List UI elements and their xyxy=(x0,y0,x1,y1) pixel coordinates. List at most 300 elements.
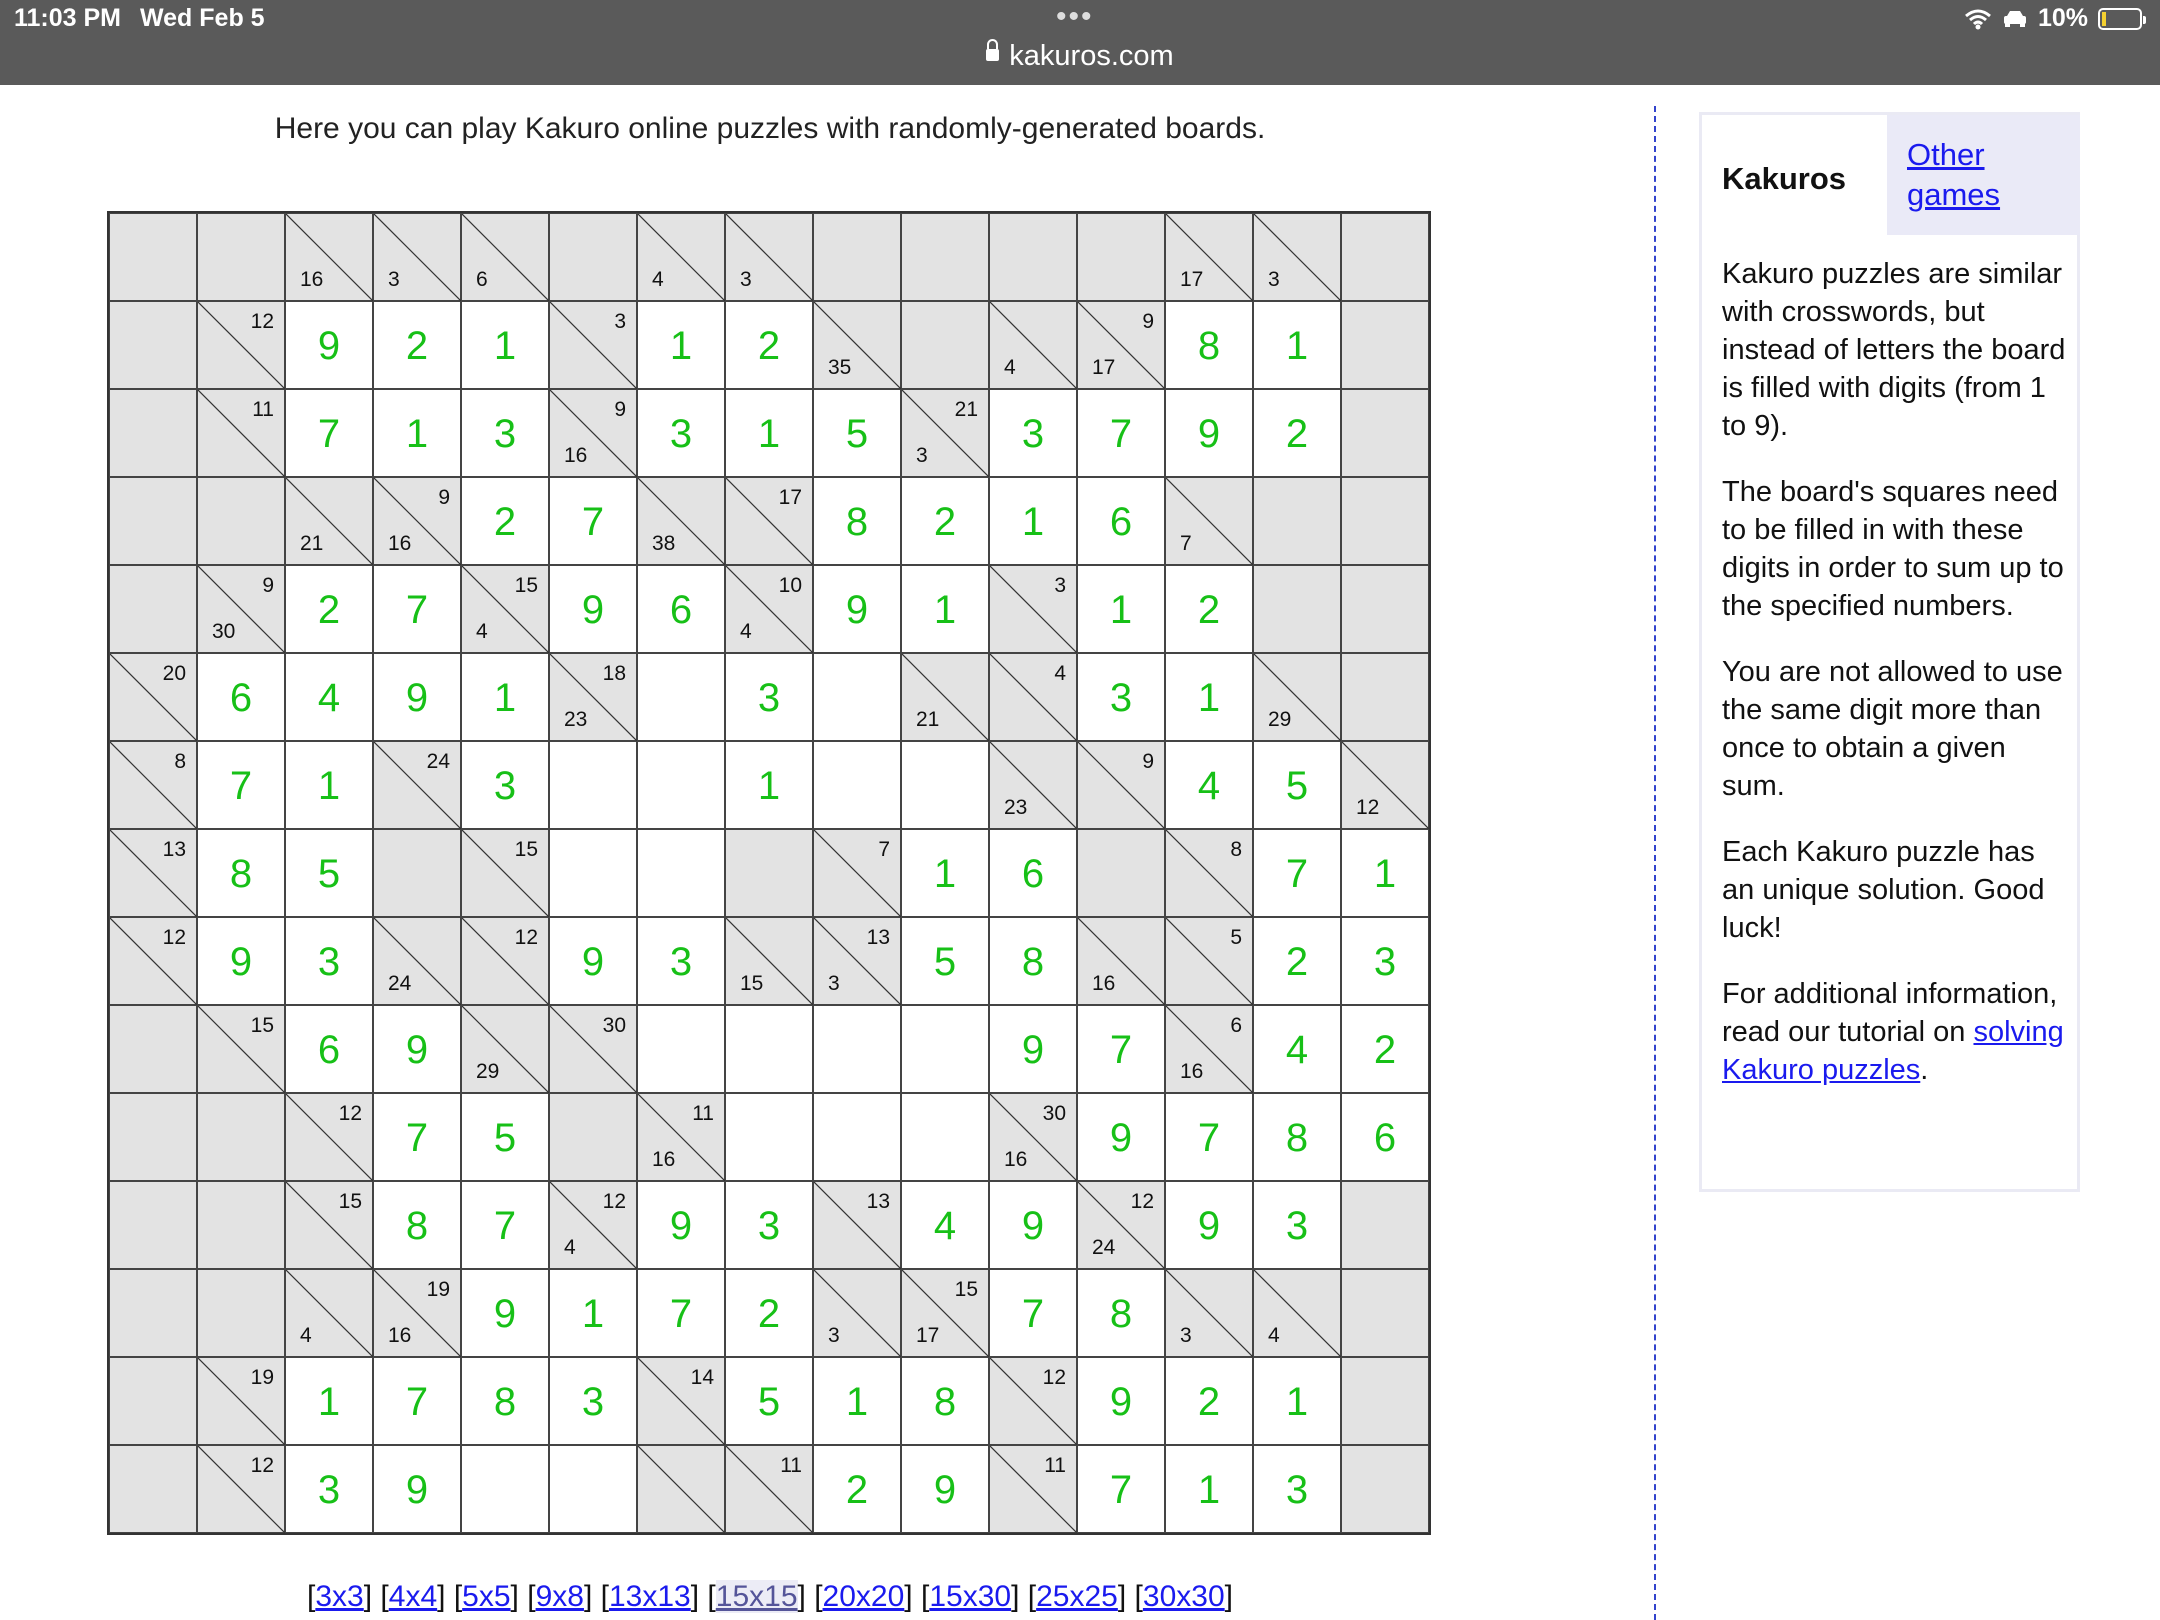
black-cell xyxy=(1341,565,1429,653)
black-cell xyxy=(1341,1181,1429,1269)
black-cell xyxy=(1341,213,1429,301)
cell-digit: 3 xyxy=(1285,1204,1309,1248)
entry-cell[interactable] xyxy=(197,741,285,829)
entry-cell[interactable] xyxy=(637,565,725,653)
entry-cell[interactable] xyxy=(285,565,373,653)
across-clue: 12 xyxy=(338,1102,362,1125)
entry-cell[interactable] xyxy=(637,917,725,1005)
entry-cell[interactable] xyxy=(1253,1357,1341,1445)
entry-cell[interactable] xyxy=(901,1093,989,1181)
cell-digit: 3 xyxy=(1373,940,1397,984)
entry-cell[interactable] xyxy=(1077,477,1165,565)
across-clue: 11 xyxy=(780,1454,802,1477)
entry-cell[interactable] xyxy=(813,1093,901,1181)
entry-cell[interactable] xyxy=(549,477,637,565)
entry-cell[interactable] xyxy=(989,389,1077,477)
entry-cell[interactable] xyxy=(373,653,461,741)
entry-cell[interactable] xyxy=(1165,1445,1253,1533)
black-cell xyxy=(1077,829,1165,917)
cell-digit: 9 xyxy=(493,1292,517,1336)
entry-cell[interactable] xyxy=(725,1269,813,1357)
entry-cell[interactable] xyxy=(285,389,373,477)
entry-cell[interactable] xyxy=(373,301,461,389)
cell-digit: 7 xyxy=(581,500,605,544)
cell-digit: 9 xyxy=(229,940,253,984)
entry-cell[interactable] xyxy=(1077,1269,1165,1357)
sidebar-panel xyxy=(1699,112,2080,1192)
clue-cell xyxy=(637,1357,725,1445)
entry-cell[interactable] xyxy=(1165,653,1253,741)
size-link-wrapper: [15x30] xyxy=(920,1580,1020,1613)
cell-digit: 2 xyxy=(1197,1380,1221,1424)
entry-cell[interactable] xyxy=(725,1181,813,1269)
entry-cell[interactable] xyxy=(549,1445,637,1533)
size-link-30x30[interactable]: 30x30 xyxy=(1142,1580,1225,1613)
down-clue: 21 xyxy=(300,532,324,555)
entry-cell[interactable] xyxy=(197,653,285,741)
cell-digit: 8 xyxy=(1109,1292,1133,1336)
size-link-15x15[interactable]: 15x15 xyxy=(715,1580,798,1613)
clue-cell xyxy=(285,477,373,565)
entry-cell[interactable] xyxy=(1165,1181,1253,1269)
down-clue: 17 xyxy=(1092,356,1116,379)
across-clue: 19 xyxy=(250,1366,274,1389)
entry-cell[interactable] xyxy=(725,1093,813,1181)
entry-cell[interactable] xyxy=(813,1357,901,1445)
black-cell xyxy=(813,213,901,301)
across-clue: 13 xyxy=(162,838,186,861)
black-cell xyxy=(109,301,197,389)
entry-cell[interactable] xyxy=(1165,1093,1253,1181)
across-clue: 9 xyxy=(1142,750,1154,773)
battery-icon xyxy=(2098,8,2142,30)
clue-cell xyxy=(373,213,461,301)
cell-digit: 1 xyxy=(405,412,429,456)
clue-cell xyxy=(1165,477,1253,565)
size-link-4x4[interactable]: 4x4 xyxy=(388,1580,438,1613)
clue-cell xyxy=(461,1005,549,1093)
clue-cell xyxy=(109,829,197,917)
entry-cell[interactable] xyxy=(461,653,549,741)
clue-cell xyxy=(197,301,285,389)
sidebar-description xyxy=(1722,255,2072,1117)
entry-cell[interactable] xyxy=(549,741,637,829)
tutorial-suffix: . xyxy=(1920,1054,1929,1086)
multitasking-dots-icon[interactable]: ••• xyxy=(1056,0,1094,33)
across-clue: 15 xyxy=(514,574,538,597)
cell-digit: 3 xyxy=(317,940,341,984)
entry-cell[interactable] xyxy=(725,1005,813,1093)
cell-digit: 3 xyxy=(757,1204,781,1248)
cell-digit: 4 xyxy=(1285,1028,1309,1072)
down-clue: 3 xyxy=(1268,268,1280,291)
entry-cell[interactable] xyxy=(901,741,989,829)
entry-cell[interactable] xyxy=(1165,741,1253,829)
across-clue: 12 xyxy=(250,310,274,333)
cell-digit: 3 xyxy=(1285,1468,1309,1512)
clue-cell xyxy=(989,1093,1077,1181)
across-clue: 30 xyxy=(602,1014,626,1037)
status-time: 11:03 PM xyxy=(14,4,122,32)
down-clue: 3 xyxy=(828,972,840,995)
entry-cell[interactable] xyxy=(461,1181,549,1269)
entry-cell[interactable] xyxy=(989,1005,1077,1093)
entry-cell[interactable] xyxy=(989,477,1077,565)
entry-cell[interactable] xyxy=(1253,1445,1341,1533)
down-clue: 16 xyxy=(300,268,324,291)
status-date: Wed Feb 5 xyxy=(140,4,265,32)
entry-cell[interactable] xyxy=(901,917,989,1005)
black-cell xyxy=(1253,477,1341,565)
entry-cell[interactable] xyxy=(901,1005,989,1093)
cell-digit: 7 xyxy=(405,1380,429,1424)
entry-cell[interactable] xyxy=(285,917,373,1005)
clue-cell xyxy=(549,653,637,741)
entry-cell[interactable] xyxy=(197,829,285,917)
clue-cell xyxy=(813,917,901,1005)
cell-digit: 6 xyxy=(669,588,693,632)
cell-digit: 9 xyxy=(317,324,341,368)
cell-digit: 1 xyxy=(1285,1380,1309,1424)
cell-digit: 9 xyxy=(581,940,605,984)
down-clue: 3 xyxy=(916,444,928,467)
down-clue: 16 xyxy=(1092,972,1116,995)
entry-cell[interactable] xyxy=(637,1181,725,1269)
entry-cell[interactable] xyxy=(1077,1093,1165,1181)
clue-cell xyxy=(813,1269,901,1357)
across-clue: 15 xyxy=(338,1190,362,1213)
entry-cell[interactable] xyxy=(461,1357,549,1445)
down-clue: 15 xyxy=(740,972,764,995)
down-clue: 16 xyxy=(652,1148,676,1171)
size-link-5x5[interactable]: 5x5 xyxy=(462,1580,511,1613)
cell-digit: 1 xyxy=(1197,1468,1221,1512)
entry-cell[interactable] xyxy=(1165,1357,1253,1445)
clue-cell xyxy=(989,741,1077,829)
entry-cell[interactable] xyxy=(637,741,725,829)
cell-digit: 5 xyxy=(493,1116,517,1160)
entry-cell[interactable] xyxy=(1253,917,1341,1005)
black-cell xyxy=(1341,301,1429,389)
cell-digit: 4 xyxy=(317,676,341,720)
entry-cell[interactable] xyxy=(549,1269,637,1357)
cell-digit: 9 xyxy=(1109,1116,1133,1160)
across-clue: 19 xyxy=(426,1278,450,1301)
entry-cell[interactable] xyxy=(373,1005,461,1093)
cell-digit: 1 xyxy=(493,324,517,368)
cell-digit: 1 xyxy=(933,852,957,896)
entry-cell[interactable] xyxy=(461,1269,549,1357)
size-link-wrapper: [20x20] xyxy=(814,1580,913,1613)
entry-cell[interactable] xyxy=(637,653,725,741)
entry-cell[interactable] xyxy=(285,301,373,389)
entry-cell[interactable] xyxy=(1165,565,1253,653)
black-cell xyxy=(1341,1269,1429,1357)
cell-digit: 1 xyxy=(757,412,781,456)
clue-cell xyxy=(637,1445,725,1533)
clue-cell xyxy=(197,1005,285,1093)
black-cell xyxy=(109,1005,197,1093)
cell-digit: 3 xyxy=(757,676,781,720)
address-bar[interactable] xyxy=(0,40,2160,73)
entry-cell[interactable] xyxy=(901,1181,989,1269)
entry-cell[interactable] xyxy=(813,741,901,829)
board-size-links xyxy=(0,1580,1540,1614)
entry-cell[interactable] xyxy=(725,389,813,477)
clue-cell xyxy=(725,917,813,1005)
entry-cell[interactable] xyxy=(285,1357,373,1445)
cell-digit: 7 xyxy=(493,1204,517,1248)
entry-cell[interactable] xyxy=(461,389,549,477)
clue-cell xyxy=(725,213,813,301)
entry-cell[interactable] xyxy=(373,1093,461,1181)
entry-cell[interactable] xyxy=(901,1445,989,1533)
down-clue: 7 xyxy=(1180,532,1192,555)
down-clue: 30 xyxy=(212,620,236,643)
clue-cell xyxy=(725,477,813,565)
cell-digit: 7 xyxy=(1109,1028,1133,1072)
entry-cell[interactable] xyxy=(813,1005,901,1093)
entry-cell[interactable] xyxy=(1253,1005,1341,1093)
clue-cell xyxy=(989,1357,1077,1445)
across-clue: 7 xyxy=(878,838,890,861)
across-clue: 17 xyxy=(778,486,802,509)
across-clue: 12 xyxy=(514,926,538,949)
entry-cell[interactable] xyxy=(461,301,549,389)
cell-digit: 9 xyxy=(669,1204,693,1248)
entry-cell[interactable] xyxy=(461,1445,549,1533)
cell-digit: 9 xyxy=(845,588,869,632)
cell-digit: 6 xyxy=(317,1028,341,1072)
size-link-25x25[interactable]: 25x25 xyxy=(1036,1580,1118,1613)
clue-cell xyxy=(1165,1005,1253,1093)
down-clue: 3 xyxy=(1180,1324,1192,1347)
cell-digit: 5 xyxy=(933,940,957,984)
other-games-link[interactable]: Other games xyxy=(1907,137,2001,212)
entry-cell[interactable] xyxy=(813,565,901,653)
across-clue: 20 xyxy=(162,662,186,685)
cell-digit: 2 xyxy=(845,1468,869,1512)
entry-cell[interactable] xyxy=(989,1269,1077,1357)
clue-cell xyxy=(637,1093,725,1181)
entry-cell[interactable] xyxy=(549,829,637,917)
cell-digit: 8 xyxy=(405,1204,429,1248)
entry-cell[interactable] xyxy=(1077,1445,1165,1533)
cell-digit: 5 xyxy=(1285,764,1309,808)
description-para-5 xyxy=(1722,975,2072,1089)
entry-cell[interactable] xyxy=(1077,565,1165,653)
entry-cell[interactable] xyxy=(1077,1005,1165,1093)
entry-cell[interactable] xyxy=(373,389,461,477)
ios-status-bar xyxy=(0,0,2160,85)
entry-cell[interactable] xyxy=(637,1269,725,1357)
entry-cell[interactable] xyxy=(813,653,901,741)
cell-digit: 1 xyxy=(1109,588,1133,632)
entry-cell[interactable] xyxy=(549,917,637,1005)
clue-cell xyxy=(813,1181,901,1269)
cell-digit: 2 xyxy=(757,324,781,368)
down-clue: 16 xyxy=(388,1324,412,1347)
entry-cell[interactable] xyxy=(285,829,373,917)
clue-cell xyxy=(637,213,725,301)
entry-cell[interactable] xyxy=(1253,829,1341,917)
down-clue: 24 xyxy=(1092,1236,1116,1259)
entry-cell[interactable] xyxy=(1253,389,1341,477)
clue-cell xyxy=(197,389,285,477)
clue-cell xyxy=(549,389,637,477)
tutorial-link[interactable]: solving Kakuro puzzles xyxy=(1722,1016,2064,1086)
clue-cell xyxy=(549,1005,637,1093)
entry-cell[interactable] xyxy=(461,741,549,829)
size-link-wrapper: [15x15] xyxy=(707,1580,806,1613)
clue-cell xyxy=(549,1181,637,1269)
entry-cell[interactable] xyxy=(1253,301,1341,389)
clue-cell xyxy=(549,301,637,389)
across-clue: 15 xyxy=(250,1014,274,1037)
entry-cell[interactable] xyxy=(373,1357,461,1445)
entry-cell[interactable] xyxy=(461,1093,549,1181)
entry-cell[interactable] xyxy=(901,477,989,565)
entry-cell[interactable] xyxy=(285,1005,373,1093)
clue-cell xyxy=(461,213,549,301)
entry-cell[interactable] xyxy=(1077,389,1165,477)
entry-cell[interactable] xyxy=(637,829,725,917)
entry-cell[interactable] xyxy=(725,301,813,389)
entry-cell[interactable] xyxy=(1341,917,1429,1005)
across-clue: 15 xyxy=(954,1278,978,1301)
down-clue: 3 xyxy=(388,268,400,291)
clue-cell xyxy=(989,653,1077,741)
entry-cell[interactable] xyxy=(725,653,813,741)
entry-cell[interactable] xyxy=(285,653,373,741)
cell-digit: 1 xyxy=(669,324,693,368)
across-clue: 8 xyxy=(174,750,186,773)
entry-cell[interactable] xyxy=(901,565,989,653)
cell-digit: 1 xyxy=(845,1380,869,1424)
clue-cell xyxy=(373,917,461,1005)
size-link-3x3[interactable]: 3x3 xyxy=(315,1580,364,1613)
cell-digit: 2 xyxy=(493,500,517,544)
down-clue: 23 xyxy=(564,708,588,731)
cell-digit: 8 xyxy=(493,1380,517,1424)
black-cell xyxy=(1253,565,1341,653)
black-cell xyxy=(901,213,989,301)
entry-cell[interactable] xyxy=(813,1445,901,1533)
size-link-wrapper: [25x25] xyxy=(1027,1580,1127,1613)
entry-cell[interactable] xyxy=(285,1445,373,1533)
cell-digit: 6 xyxy=(1021,852,1045,896)
entry-cell[interactable] xyxy=(1253,1181,1341,1269)
cell-digit: 1 xyxy=(933,588,957,632)
down-clue: 4 xyxy=(300,1324,312,1347)
entry-cell[interactable] xyxy=(1253,1093,1341,1181)
black-cell xyxy=(989,213,1077,301)
entry-cell[interactable] xyxy=(285,741,373,829)
black-cell xyxy=(109,1093,197,1181)
clue-cell xyxy=(197,1357,285,1445)
size-link-9x8[interactable]: 9x8 xyxy=(535,1580,584,1613)
entry-cell[interactable] xyxy=(1165,389,1253,477)
cell-digit: 2 xyxy=(933,500,957,544)
clue-cell xyxy=(1077,741,1165,829)
entry-cell[interactable] xyxy=(813,389,901,477)
cell-digit: 3 xyxy=(669,412,693,456)
entry-cell[interactable] xyxy=(989,829,1077,917)
column-divider xyxy=(1654,106,1656,1620)
entry-cell[interactable] xyxy=(813,477,901,565)
size-link-13x13[interactable]: 13x13 xyxy=(608,1580,691,1613)
entry-cell[interactable] xyxy=(549,1357,637,1445)
black-cell xyxy=(109,1181,197,1269)
size-link-20x20[interactable]: 20x20 xyxy=(822,1580,905,1613)
cell-digit: 9 xyxy=(933,1468,957,1512)
across-clue: 12 xyxy=(162,926,186,949)
clue-cell xyxy=(1341,741,1429,829)
entry-cell[interactable] xyxy=(637,1005,725,1093)
entry-cell[interactable] xyxy=(901,829,989,917)
entry-cell[interactable] xyxy=(637,301,725,389)
cell-digit: 7 xyxy=(1021,1292,1045,1336)
entry-cell[interactable] xyxy=(197,917,285,1005)
entry-cell[interactable] xyxy=(989,1181,1077,1269)
clue-cell xyxy=(725,565,813,653)
other-games-tab[interactable] xyxy=(1887,115,2080,235)
black-cell xyxy=(1341,653,1429,741)
battery-percent: 10% xyxy=(2037,4,2088,32)
clue-cell xyxy=(1253,1269,1341,1357)
entry-cell[interactable] xyxy=(373,1445,461,1533)
size-link-wrapper: [3x3] xyxy=(307,1580,373,1613)
entry-cell[interactable] xyxy=(989,917,1077,1005)
cell-digit: 9 xyxy=(1109,1380,1133,1424)
entry-cell[interactable] xyxy=(637,389,725,477)
entry-cell[interactable] xyxy=(1077,653,1165,741)
entry-cell[interactable] xyxy=(1077,1357,1165,1445)
black-cell xyxy=(197,213,285,301)
cell-digit: 9 xyxy=(1021,1204,1045,1248)
black-cell xyxy=(549,213,637,301)
entry-cell[interactable] xyxy=(901,1357,989,1445)
entry-cell[interactable] xyxy=(461,477,549,565)
clue-cell xyxy=(109,741,197,829)
across-clue: 6 xyxy=(1230,1014,1242,1037)
entry-cell[interactable] xyxy=(1341,1005,1429,1093)
entry-cell[interactable] xyxy=(373,1181,461,1269)
down-clue: 4 xyxy=(740,620,752,643)
across-clue: 9 xyxy=(438,486,450,509)
entry-cell[interactable] xyxy=(373,565,461,653)
down-clue: 24 xyxy=(388,972,412,995)
size-link-15x30[interactable]: 15x30 xyxy=(929,1580,1012,1613)
cell-digit: 7 xyxy=(1109,1468,1133,1512)
down-clue: 23 xyxy=(1004,796,1028,819)
entry-cell[interactable] xyxy=(725,741,813,829)
clue-cell xyxy=(1253,653,1341,741)
entry-cell[interactable] xyxy=(1341,1093,1429,1181)
lock-icon xyxy=(986,49,999,61)
entry-cell[interactable] xyxy=(1341,829,1429,917)
across-clue: 10 xyxy=(778,574,802,597)
down-clue: 12 xyxy=(1356,796,1380,819)
entry-cell[interactable] xyxy=(725,1357,813,1445)
cell-digit: 4 xyxy=(1197,764,1221,808)
entry-cell[interactable] xyxy=(549,565,637,653)
entry-cell[interactable] xyxy=(1165,301,1253,389)
cell-digit: 7 xyxy=(669,1292,693,1336)
entry-cell[interactable] xyxy=(1253,741,1341,829)
across-clue: 18 xyxy=(602,662,626,685)
black-cell xyxy=(109,1269,197,1357)
